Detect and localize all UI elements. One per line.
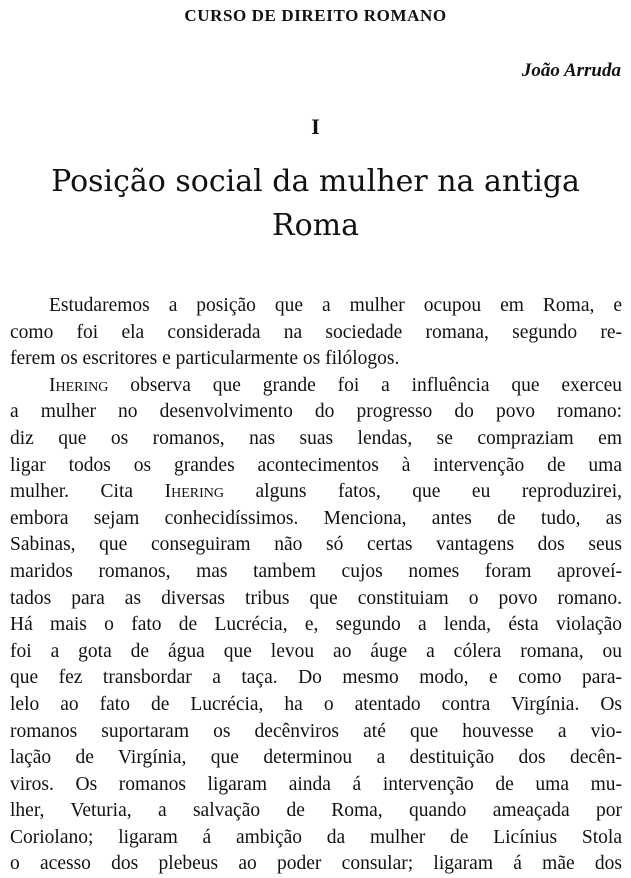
paragraph-line: Sabinas, que conseguiram não só certas vantagens dos seus xyxy=(10,534,622,556)
paragraph-line: ferem os escritores e particularmente os filólogos. xyxy=(10,348,400,370)
article-title xyxy=(8,160,623,248)
body-text xyxy=(10,293,622,878)
title-line-1: Posição social da mulher na antiga xyxy=(51,164,580,199)
paragraph-line-text: observa que grande foi a influência que exerceu xyxy=(130,374,622,396)
paragraph-line-text: alguns fatos, que eu reproduzirei, xyxy=(255,481,623,503)
title-line-2: Roma xyxy=(272,208,359,243)
paragraph-line: lação de Virgínia, que determinou a destituição dos decên- xyxy=(10,747,622,769)
paragraph-line: tados para as diversas tribus que constituiam o povo romano. xyxy=(10,587,622,609)
paragraph-line: embora sejam conhecidíssimos. Menciona, antes de tudo, as xyxy=(10,507,622,529)
paragraph-line: foi a gota de água que levou ao áuge a cólera romana, ou xyxy=(10,640,622,662)
paragraph-line: que fez transbordar a taça. Do mesmo modo, e como para- xyxy=(10,667,622,689)
section-number: I xyxy=(311,114,320,139)
paragraph-line: romanos suportaram os decênviros até que houvesse a vio- xyxy=(10,720,622,742)
author-reference: Ihering xyxy=(164,481,224,503)
paragraph-line: lelo ao fato de Lucrécia, ha o atentado contra Virgínia. Os xyxy=(10,693,622,715)
paragraph-line: Estudaremos a posição que a mulher ocupou em Roma, e xyxy=(49,295,622,316)
author-name: João Arruda xyxy=(521,60,621,81)
paragraph-line: lher, Veturia, a salvação de Roma, quando ameaçada por xyxy=(10,800,622,822)
paragraph-line: Há mais o fato de Lucrécia, e, segundo a lenda, ésta violação xyxy=(10,614,622,636)
paragraph-line xyxy=(10,373,622,400)
paragraph-line: a mulher no desenvolvimento do progresso do povo romano: xyxy=(10,401,622,423)
running-header: CURSO DE DIREITO ROMANO xyxy=(184,6,447,25)
paragraph-line: Coriolano; ligaram á ambição da mulher de Licínius Stola xyxy=(10,826,622,848)
paragraph-line: o acesso dos plebeus ao poder consular; ligaram á mãe dos xyxy=(10,853,622,875)
paragraph-line xyxy=(10,479,622,506)
paragraph-line: como foi ela considerada na sociedade romana, segundo re- xyxy=(10,321,622,343)
paragraph-line: maridos romanos, mas tambem cujos nomes foram aproveí- xyxy=(10,560,622,582)
author-reference: Ihering xyxy=(49,374,109,396)
paragraph-line: ligar todos os grandes acontecimentos à intervenção de uma xyxy=(10,454,622,476)
paragraph-line-text: mulher. Cita xyxy=(10,481,134,503)
paragraph-line: diz que os romanos, nas suas lendas, se compraziam em xyxy=(10,427,622,449)
paragraph-line: viros. Os romanos ligaram ainda á intervenção de uma mu- xyxy=(10,773,622,795)
